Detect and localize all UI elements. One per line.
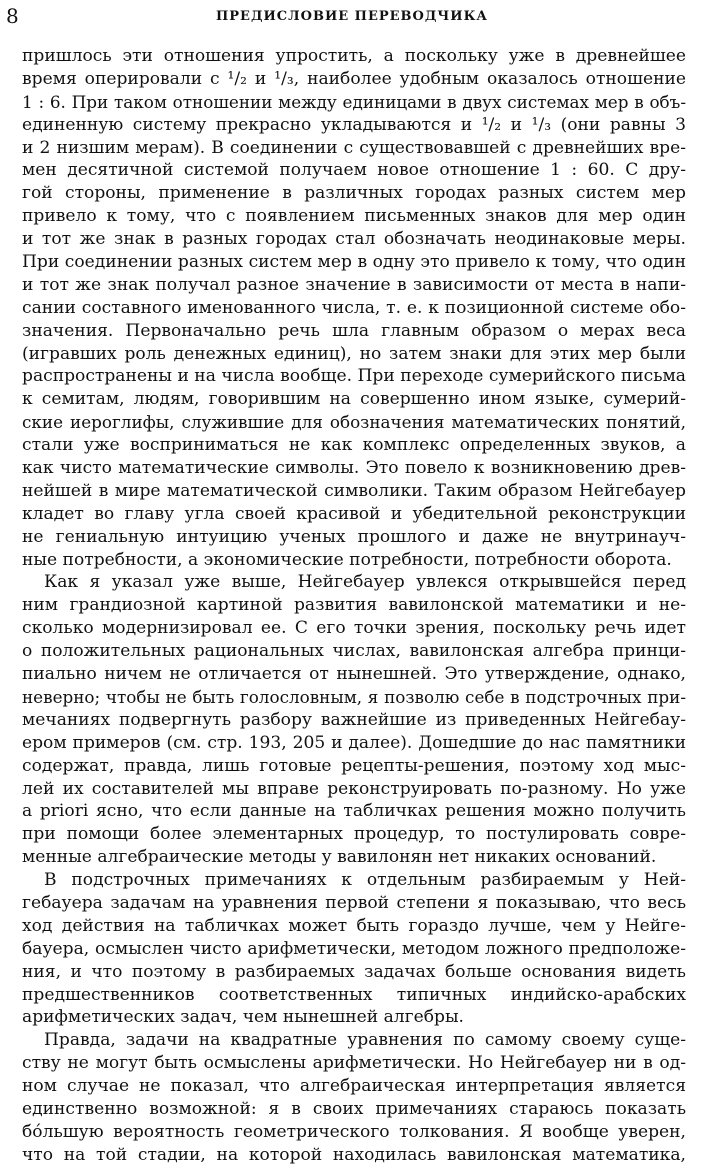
text-line: и тот же знак в разных городах стал обозначать неодинаковые меры. [22, 229, 686, 250]
body-text [22, 45, 686, 1167]
text-line: бауера, осмыслен чисто арифметически, методом ложного предположе- [22, 938, 686, 959]
text-line: мечаниях подвергнуть разбору важнейшие из приведенных Нейгебау- [22, 709, 686, 730]
text-line: нейшей в мире математической символики. Таким образом Нейгебауер [22, 480, 686, 501]
text-line: 1 : 6. При таком отношении между единицами в двух системах мер в объ- [22, 91, 686, 112]
paragraph-first-line: Правда, задачи на квадратные уравнения по самому своему суще- [44, 1030, 686, 1051]
text-line: содержат, правда, лишь готовые рецепты-решения, поэтому ход мыс- [22, 755, 686, 776]
text-line: ним грандиозной картиной развития вавилонской математики и не- [22, 595, 686, 616]
text-line: бо́льшую вероятность геометрического толкования. Я вообще уверен, [22, 1121, 686, 1142]
page-number: 8 [6, 4, 19, 28]
text-line: к семитам, людям, говорившим на совершенно ином языке, сумерий- [22, 389, 686, 410]
text-line: не гениальную интуицию ученых прошлого и даже не внутринауч- [22, 526, 686, 547]
text-line: пиально ничем не отличается от нынешней. Это утверждение, однако, [22, 664, 686, 685]
text-line: привело к тому, что с появлением письменных знаков для мер один [22, 206, 686, 227]
running-title: ПРЕДИСЛОВИЕ ПЕРЕВОДЧИКА [216, 9, 488, 24]
text-line: гой стороны, применение в различных городах разных систем мер [22, 183, 686, 204]
text-line: сколько модернизировал ее. С его точки зрения, поскольку речь идет [22, 618, 686, 639]
page-header [0, 4, 704, 30]
text-line: при помощи более элементарных процедур, то постулировать совре- [22, 824, 686, 845]
text-line: и 2 низшим мерам). В соединении с существовавшей с древнейших вре- [22, 137, 686, 158]
text-line: ские иероглифы, служившие для обозначения математических понятий, [22, 412, 686, 433]
text-line: сании составного именованного числа, т. е. к позиционной системе обо- [22, 297, 686, 318]
text-line: пришлось эти отношения упростить, а поскольку уже в древнейшее [22, 46, 686, 66]
text-line: гебауера задачам на уравнения первой степени я показываю, что весь [22, 892, 686, 913]
text-line: (игравших роль денежных единиц), но затем знаки для этих мер были [22, 343, 686, 364]
text-line: предшественников соответственных типичных индийско-арабских [22, 984, 686, 1005]
text-line: ером примеров (см. стр. 193, 205 и далее). Дошедшие до нас памятники [22, 732, 686, 753]
text-line: ству не могут быть осмыслены арифметически. Но Нейгебауер ни в од- [22, 1053, 686, 1074]
text-line: менные алгебраические методы у вавилонян нет никаких оснований. [22, 847, 657, 868]
text-line: что на той стадии, на которой находилась вавилонская математика, [22, 1144, 686, 1165]
text-line: кладет во главу угла своей красивой и убедительной реконструкции [22, 503, 686, 524]
text-line: неверно; чтобы не быть голословным, я позволю себе в подстрочных при- [22, 686, 686, 707]
text-line: значения. Первоначально речь шла главным образом о мерах веса [22, 320, 686, 341]
text-line: время оперировали с ¹/₂ и ¹/₃, наиболее удобным оказалось отношение [22, 68, 686, 89]
text-line: ход действия на табличках может быть гораздо лучше, чем у Нейге- [22, 915, 686, 936]
text-line: a priori ясно, что если данные на табличках решения можно получить [22, 801, 686, 822]
text-line: единенную систему прекрасно укладываются и ¹/₂ и ¹/₃ (они равны 3 [22, 114, 686, 135]
text-line: арифметических задач, чем нынешней алгебры. [22, 1007, 464, 1028]
paragraph-first-line: Как я указал уже выше, Нейгебауер увлекся открывшейся перед [44, 572, 686, 593]
paragraph-first-line: В подстрочных примечаниях к отдельным разбираемым у Ней- [44, 870, 686, 891]
text-line: лей их составителей мы вправе реконструировать по-разному. Но уже [22, 778, 686, 799]
text-line: При соединении разных систем мер в одну это привело к тому, что один [22, 252, 686, 273]
text-line: ния, и что поэтому в разбираемых задачах больше основания видеть [22, 961, 686, 982]
text-line: ном случае не показал, что алгебраическая интерпретация является [22, 1076, 686, 1097]
text-line: стали уже восприниматься не как комплекс определенных звуков, а [22, 435, 686, 456]
text-line: распространены и на числа вообще. При переходе сумерийского письма [22, 366, 686, 387]
text-line: как чисто математические символы. Это повело к возникновению древ- [22, 458, 686, 479]
text-line: единственно возможной: я в своих примечаниях стараюсь показать [22, 1098, 686, 1119]
text-line: ные потребности, а экономические потребности, потребности оборота. [22, 549, 672, 570]
text-line: о положительных рациональных числах, вавилонская алгебра принци- [22, 641, 686, 662]
text-line: и тот же знак получал разное значение в зависимости от места в напи- [22, 274, 686, 295]
text-line: мен десятичной системой получаем новое отношение 1 : 60. С дру- [22, 160, 686, 181]
